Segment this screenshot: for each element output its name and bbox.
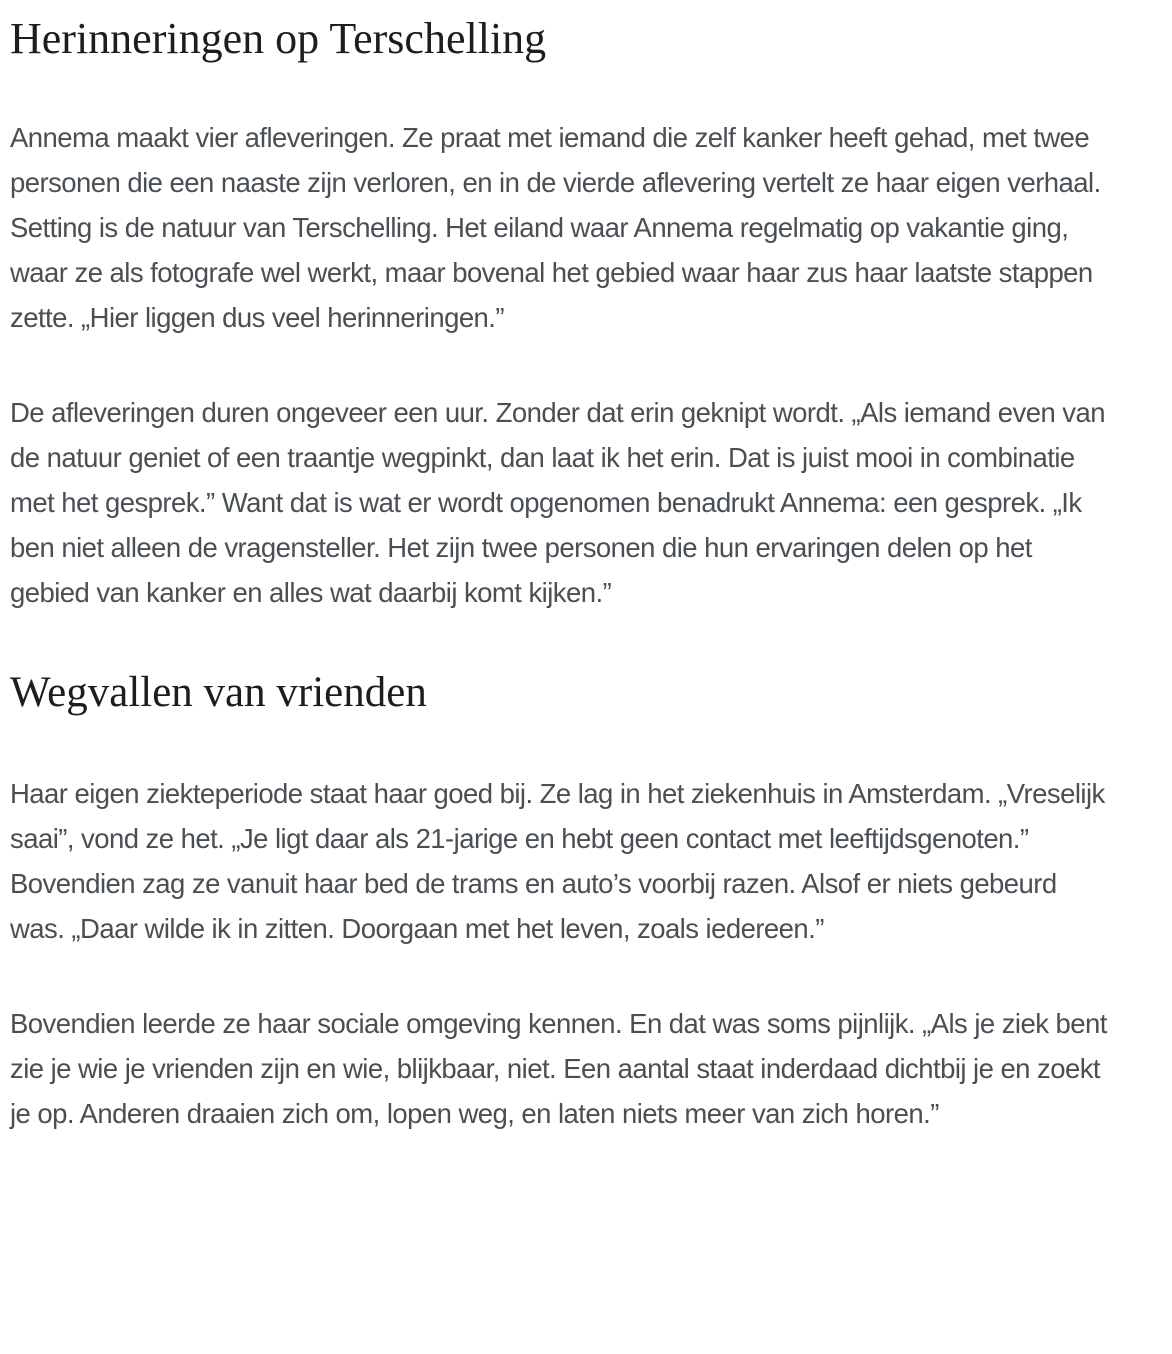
paragraph-afleveringen-intro: Annema maakt vier afleveringen. Ze praat met iemand die zelf kanker heeft gehad, met twee personen die een naaste zijn verloren, en in de vierde aflevering vertelt ze haar eigen verhaal. Setting is de natuur van Terschelling. Het eiland waar Annema regelmatig op vakantie ging, waar ze als fotografe wel werkt, maar bovenal het gebied waar haar zus haar laatste stappen zette. „Hier liggen dus veel herinneringen.”: [10, 122, 1101, 334]
section-heading-herinneringen-op-terschelling: Herinneringen op Terschelling: [10, 14, 547, 63]
paragraph-ziekteperiode: Haar eigen ziekteperiode staat haar goed bij. Ze lag in het ziekenhuis in Amsterdam. „Vreselijk saai”, vond ze het. „Je ligt daar als 21-jarige en hebt geen contact met leeftijdsgenoten.” Bovendien zag ze vanuit haar bed de trams en auto’s voorbij razen. Alsof er niets gebeurd was. „Daar wilde ik in zitten. Doorgaan met het leven, zoals iedereen.”: [10, 778, 1105, 945]
section-heading-wegvallen-van-vrienden: Wegvallen van vrienden: [10, 669, 427, 717]
paragraph-duur-afleveringen: De afleveringen duren ongeveer een uur. Zonder dat erin geknipt wordt. „Als iemand even van de natuur geniet of een traantje wegpinkt, dan laat ik het erin. Dat is juist mooi in combinatie met het gesprek.” Want dat is wat er wordt opgenomen benadrukt Annema: een gesprek. „Ik ben niet alleen de vragensteller. Het zijn twee personen die hun ervaringen delen op het gebied van kanker en alles wat daarbij komt kijken.”: [10, 397, 1105, 609]
paragraph-sociale-omgeving: Bovendien leerde ze haar sociale omgeving kennen. En dat was soms pijnlijk. „Als je ziek bent zie je wie je vrienden zijn en wie, blijkbaar, niet. Een aantal staat inderdaad dichtbij je en zoekt je op. Anderen draaien zich om, lopen weg, en laten niets meer van zich horen.”: [10, 1008, 1107, 1130]
